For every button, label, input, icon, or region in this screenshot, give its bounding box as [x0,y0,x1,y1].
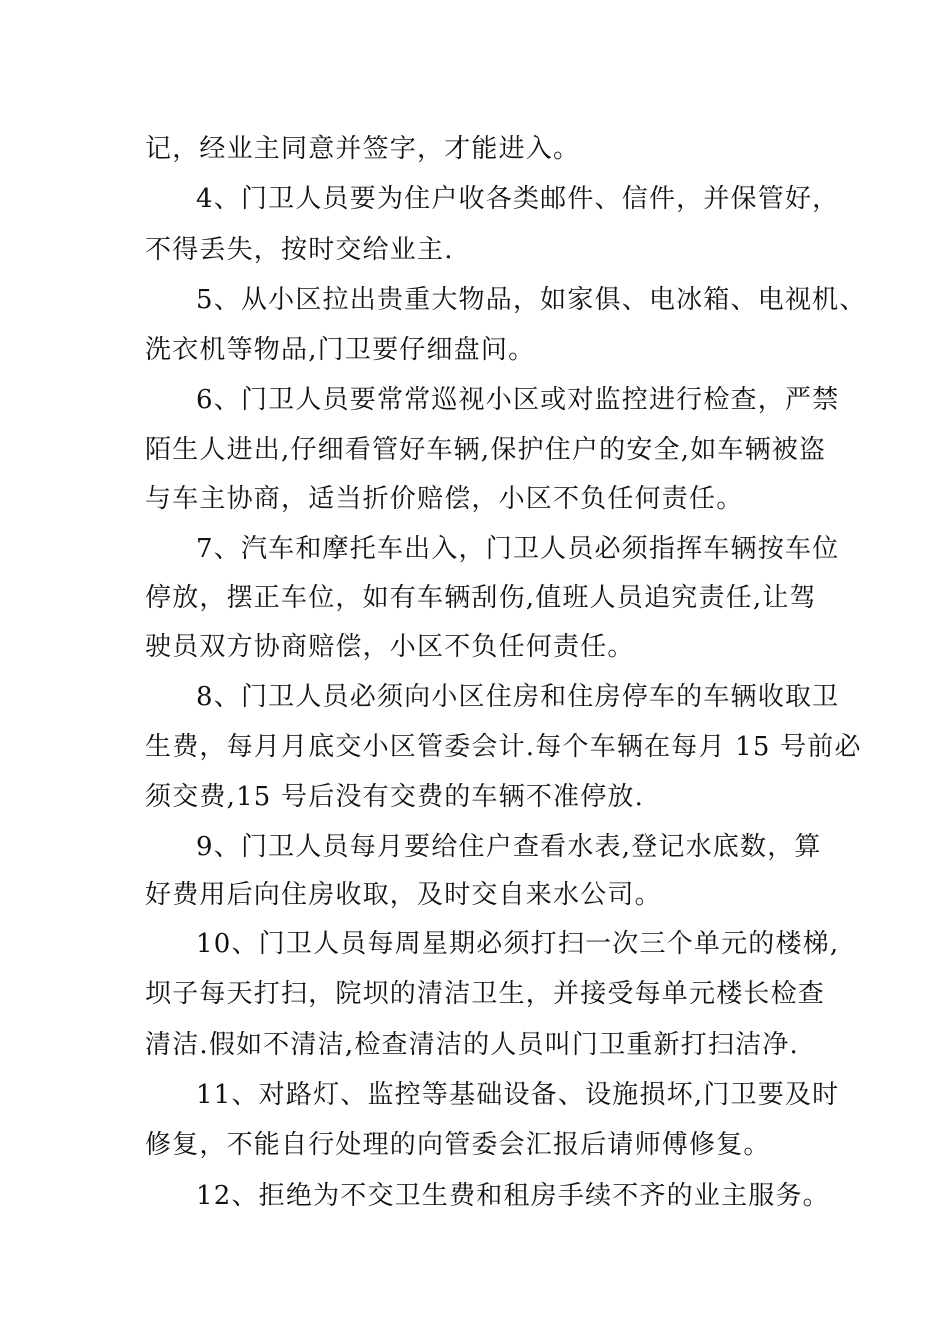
text-line: 清洁.假如不清洁,检查清洁的人员叫门卫重新打扫洁净. [145,1030,799,1060]
item-7-line: 7、汽车和摩托车出入，门卫人员必须指挥车辆按车位 [196,534,840,564]
text-line: 洗衣机等物品,门卫要仔细盘问。 [145,335,536,365]
text-line: 坝子每天打扫，院坝的清洁卫生，并接受每单元楼长检查 [145,979,826,1009]
text-line: 不得丢失，按时交给业主. [145,235,454,265]
text-line: 修复，不能自行处理的向管委会汇报后请师傅修复。 [145,1130,771,1160]
text-line: 记，经业主同意并签字，才能进入。 [145,134,581,164]
text-line: 生费，每月月底交小区管委会计.每个车辆在每月 15 号前必 [145,732,862,762]
item-8-line: 8、门卫人员必须向小区住房和住房停车的车辆收取卫 [196,682,840,712]
item-12-line: 12、拒绝为不交卫生费和租房手续不齐的业主服务。 [196,1181,830,1211]
text-line: 陌生人进出,仔细看管好车辆,保护住户的安全,如车辆被盗 [145,435,827,465]
item-10-line: 10、门卫人员每周星期必须打扫一次三个单元的楼梯, [196,929,840,959]
item-5-line: 5、从小区拉出贵重大物品，如家俱、电冰箱、电视机、 [196,285,867,315]
text-line: 须交费,15 号后没有交费的车辆不准停放. [145,782,645,812]
text-line: 驶员双方协商赔偿，小区不负任何责任。 [145,632,635,662]
item-9-line: 9、门卫人员每月要给住户查看水表,登记水底数，算 [196,832,822,862]
item-11-line: 11、对路灯、监控等基础设备、设施损坏,门卫要及时 [196,1080,840,1110]
item-6-line: 6、门卫人员要常常巡视小区或对监控进行检查，严禁 [196,385,840,415]
item-4-line: 4、门卫人员要为住户收各类邮件、信件，并保管好， [196,184,840,214]
text-line: 停放，摆正车位，如有车辆刮伤,值班人员追究责任,让驾 [145,583,817,613]
text-line: 与车主协商，适当折价赔偿，小区不负任何责任。 [145,484,744,514]
text-line: 好费用后向住房收取，及时交自来水公司。 [145,880,662,910]
